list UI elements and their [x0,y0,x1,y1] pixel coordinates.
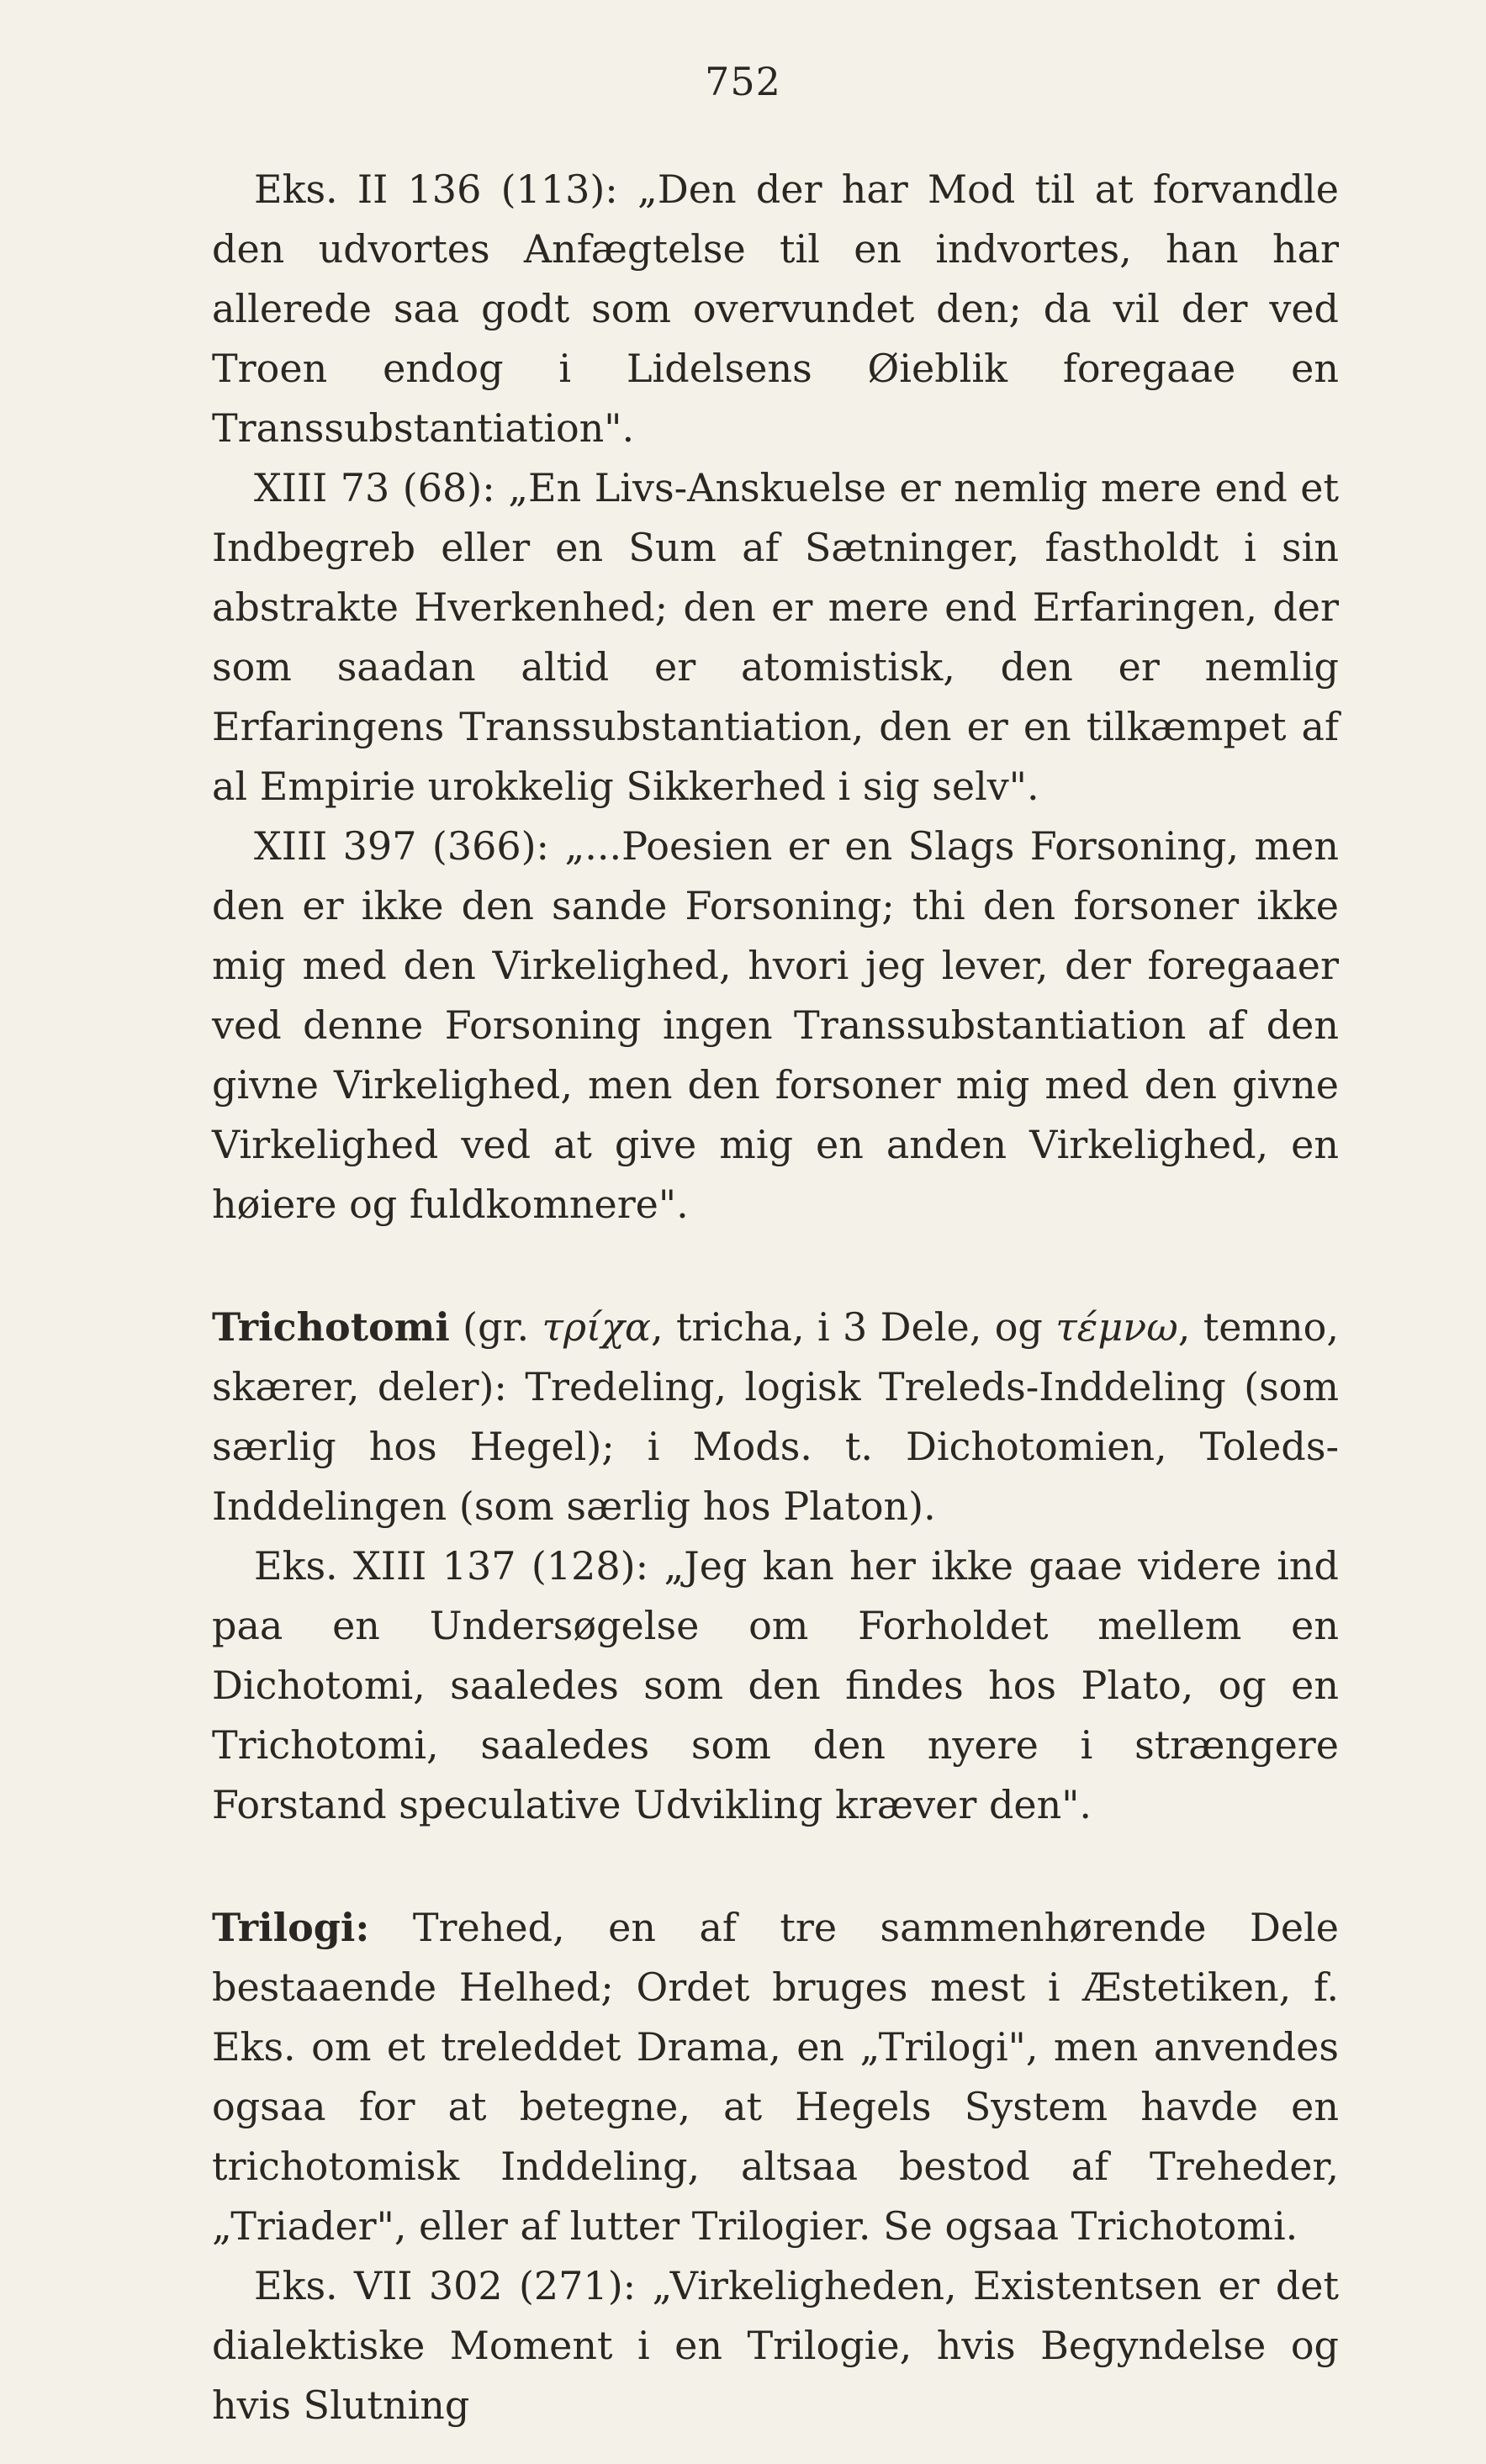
quote-paragraph: XIII 397 (366): „...Poesien er en Slags Forsoning, men den er ikke den sande Forsoning; thi den forsoner ikke mig med den Virkelighed, hvori jeg lever, der foregaaer ved denne Forsoning ingen Transsubstantiation af den givne Virkelighed, men den forsoner mig med den givne Virkelighed ved at give mig en anden Virkelighed, en høiere og fuldkomnere". [212,823,1339,1227]
headword: Trichotomi [212,1304,450,1350]
definition-part: Trehed, en af tre sammenhørende Dele bestaaende Helhed; Ordet bruges mest i Æstetiken, f. Eks. om et treleddet Drama, en „Trilogi", men anvendes ogsaa for at betegne, at Hegels System havde en trichotomisk Inddeling, altsaa bestod af Treheder, „Triader", eller af lutter Trilogier. Se ogsaa Trichotomi. [212,1905,1339,2249]
page-body [212,160,1339,2435]
definition-part: , tricha, i 3 Dele, og [650,1304,1056,1350]
definition-part: , temno, skærer, deler): Tredeling, logisk Treleds-Inddeling (som særlig hos Hegel); i Mods. t. Dichotomien, Toleds-Inddelingen (som særlig hos Platon). [212,1304,1339,1529]
page-number: 752 [705,59,781,104]
quote-paragraph: Eks. II 136 (113): „Den der har Mod til at forvandle den udvortes Anfægtelse til en indvortes, han har allerede saa godt som overvundet den; da vil der ved Troen endog i Lidelsens Øieblik foregaae en Transsubstantiation". [212,167,1339,451]
entry-trilogi [212,1898,1339,2256]
greek-term: τέμνω [1055,1304,1178,1350]
quote-paragraph: XIII 73 (68): „En Livs-Anskuelse er nemlig mere end et Indbegreb eller en Sum af Sætninger, fastholdt i sin abstrakte Hverkenhed; den er mere end Erfaringen, der som saadan altid er atomistisk, den er nemlig Erfaringens Transsubstantiation, den er en tilkæmpet af al Empirie urokkelig Sikkerhed i sig selv". [212,465,1339,809]
example-quote: Eks. VII 302 (271): „Virkeligheden, Existentsen er det dialektiske Moment i en Trilogie, hvis Begyndelse og hvis Slutning [212,2263,1339,2428]
example-quote: Eks. XIII 137 (128): „Jeg kan her ikke gaae videre ind paa en Undersøgelse om Forholdet mellem en Dichotomi, saaledes som den findes hos Plato, og en Trichotomi, saaledes som den nyere i strængere Forstand speculative Udvikling kræver den". [212,1543,1339,1827]
entry-trichotomi [212,1298,1339,1536]
greek-term: τρίχα [542,1304,651,1350]
headword: Trilogi: [212,1905,370,1950]
definition-part: (gr. [449,1304,542,1350]
